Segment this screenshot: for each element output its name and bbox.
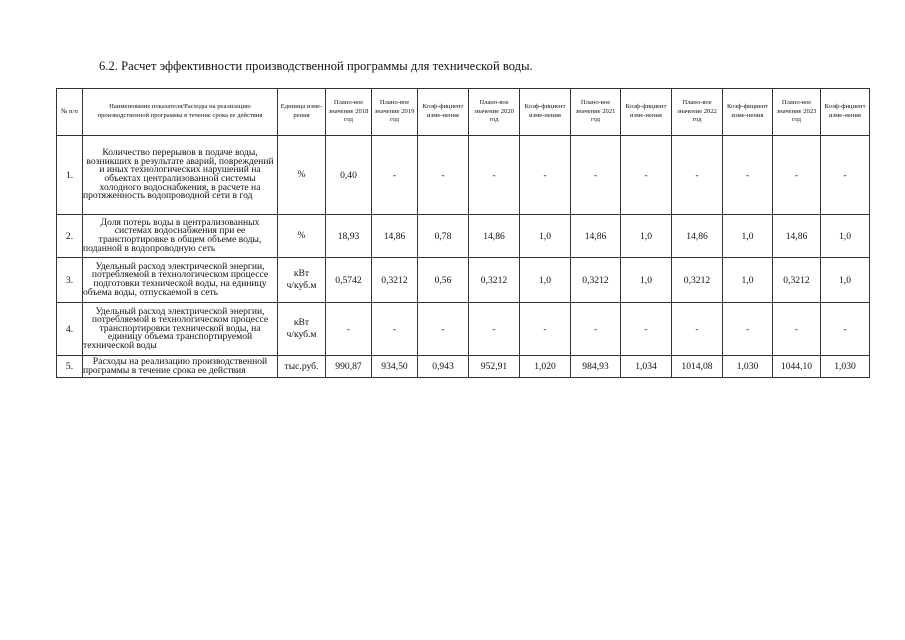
header-plan-2019: Плано-вое значение 2019 год — [372, 89, 418, 136]
efficiency-table — [56, 88, 870, 378]
value-cell: 984,93 — [571, 356, 621, 378]
table-row — [57, 303, 870, 356]
row-name: Удельный расход электрической энергии, потребляемой в технологическом процессе подготовки технической воды, на единицу объема воды, отпускаемой в сеть — [83, 258, 278, 303]
value-cell: 1,030 — [723, 356, 773, 378]
row-name: Доля потерь воды в централизованных системах водоснабжения при ее транспортировке в общем объеме воды, поданной в водопроводную сеть — [83, 215, 278, 258]
table-row — [57, 258, 870, 303]
value-cell: - — [418, 136, 469, 215]
value-cell: 0,3212 — [672, 258, 723, 303]
value-cell: - — [469, 136, 520, 215]
row-num: 3. — [57, 258, 83, 303]
value-cell: - — [773, 303, 821, 356]
value-cell: - — [520, 303, 571, 356]
value-cell: - — [672, 136, 723, 215]
header-plan-2018: Плано-вое значение 2018 год — [326, 89, 372, 136]
value-cell: 1,0 — [621, 215, 672, 258]
value-cell: 0,5742 — [326, 258, 372, 303]
value-cell: 1,0 — [520, 258, 571, 303]
value-cell: - — [621, 303, 672, 356]
value-cell: - — [571, 136, 621, 215]
row-num: 2. — [57, 215, 83, 258]
header-coef-2021: Коэф-фициент изме-нения — [621, 89, 672, 136]
value-cell: 0,3212 — [372, 258, 418, 303]
header-row — [57, 89, 870, 136]
value-cell: 0,3212 — [571, 258, 621, 303]
value-cell: - — [773, 136, 821, 215]
value-cell: 1,020 — [520, 356, 571, 378]
row-unit: тыс.руб. — [278, 356, 326, 378]
header-coef-2020: Коэф-фициент изме-нения — [520, 89, 571, 136]
value-cell: 1,0 — [723, 215, 773, 258]
unit-line: ч/куб.м — [286, 329, 317, 340]
value-cell: - — [571, 303, 621, 356]
table-row — [57, 215, 870, 258]
header-coef-2023: Коэф-фициент изме-нения — [821, 89, 870, 136]
table-row — [57, 356, 870, 378]
value-cell: - — [469, 303, 520, 356]
header-plan-2023: Плано-вое значение 2023 год — [773, 89, 821, 136]
row-unit: % — [278, 136, 326, 215]
value-cell: 1014,08 — [672, 356, 723, 378]
value-cell: - — [723, 303, 773, 356]
value-cell: 952,91 — [469, 356, 520, 378]
value-cell: 990,87 — [326, 356, 372, 378]
header-num: № п/п — [57, 89, 83, 136]
value-cell: 1,0 — [621, 258, 672, 303]
header-plan-2020: Плано-вое значение 2020 год — [469, 89, 520, 136]
value-cell: - — [621, 136, 672, 215]
value-cell: 1,0 — [520, 215, 571, 258]
value-cell: - — [672, 303, 723, 356]
row-num: 4. — [57, 303, 83, 356]
value-cell: 14,86 — [773, 215, 821, 258]
unit-line: ч/куб.м — [286, 280, 317, 291]
unit-line: кВт — [293, 268, 310, 279]
row-unit: % — [278, 215, 326, 258]
value-cell: 14,86 — [372, 215, 418, 258]
row-unit — [278, 258, 326, 303]
header-name: Наименование показателя/Расходы на реализацию производственной программы в течение срока ее действия — [83, 89, 278, 136]
value-cell: 1044,10 — [773, 356, 821, 378]
value-cell: 0,943 — [418, 356, 469, 378]
header-coef-2019: Коэф-фициент изме-нения — [418, 89, 469, 136]
value-cell: 14,86 — [672, 215, 723, 258]
header-unit: Единица изме-рения — [278, 89, 326, 136]
value-cell: 1,034 — [621, 356, 672, 378]
row-name: Количество перерывов в подаче воды, возникших в результате аварий, повреждений и иных технологических нарушений на объектах централизованной системы холодного водоснабжения, в расчете на протяженность водопроводной сети в год — [83, 136, 278, 215]
section-title: 6.2. Расчет эффективности производственной программы для технической воды. — [99, 59, 533, 73]
value-cell: 14,86 — [571, 215, 621, 258]
value-cell: - — [418, 303, 469, 356]
value-cell: 18,93 — [326, 215, 372, 258]
value-cell: - — [723, 136, 773, 215]
value-cell: 1,0 — [821, 215, 870, 258]
value-cell: 934,50 — [372, 356, 418, 378]
value-cell: 0,3212 — [773, 258, 821, 303]
value-cell: 1,0 — [723, 258, 773, 303]
header-plan-2021: Плано-вое значение 2021 год — [571, 89, 621, 136]
value-cell: 0,56 — [418, 258, 469, 303]
value-cell: - — [372, 303, 418, 356]
value-cell: - — [372, 136, 418, 215]
value-cell: 0,40 — [326, 136, 372, 215]
value-cell: 0,3212 — [469, 258, 520, 303]
header-coef-2022: Коэф-фициент изме-нения — [723, 89, 773, 136]
value-cell: - — [520, 136, 571, 215]
value-cell: - — [821, 303, 870, 356]
value-cell: - — [326, 303, 372, 356]
header-plan-2022: Плано-вое значение 2022 год — [672, 89, 723, 136]
value-cell: 1,0 — [821, 258, 870, 303]
value-cell: 1,030 — [821, 356, 870, 378]
unit-line: кВт — [293, 317, 310, 328]
row-num: 1. — [57, 136, 83, 215]
table-row — [57, 136, 870, 215]
row-num: 5. — [57, 356, 83, 378]
row-name: Удельный расход электрической энергии, потребляемой в технологическом процессе транспортировки технической воды, на единицу объема транспортируемой технической воды — [83, 303, 278, 356]
row-unit — [278, 303, 326, 356]
value-cell: - — [821, 136, 870, 215]
row-name: Расходы на реализацию производственной программы в течение срока ее действия — [83, 356, 278, 378]
value-cell: 0,78 — [418, 215, 469, 258]
value-cell: 14,86 — [469, 215, 520, 258]
